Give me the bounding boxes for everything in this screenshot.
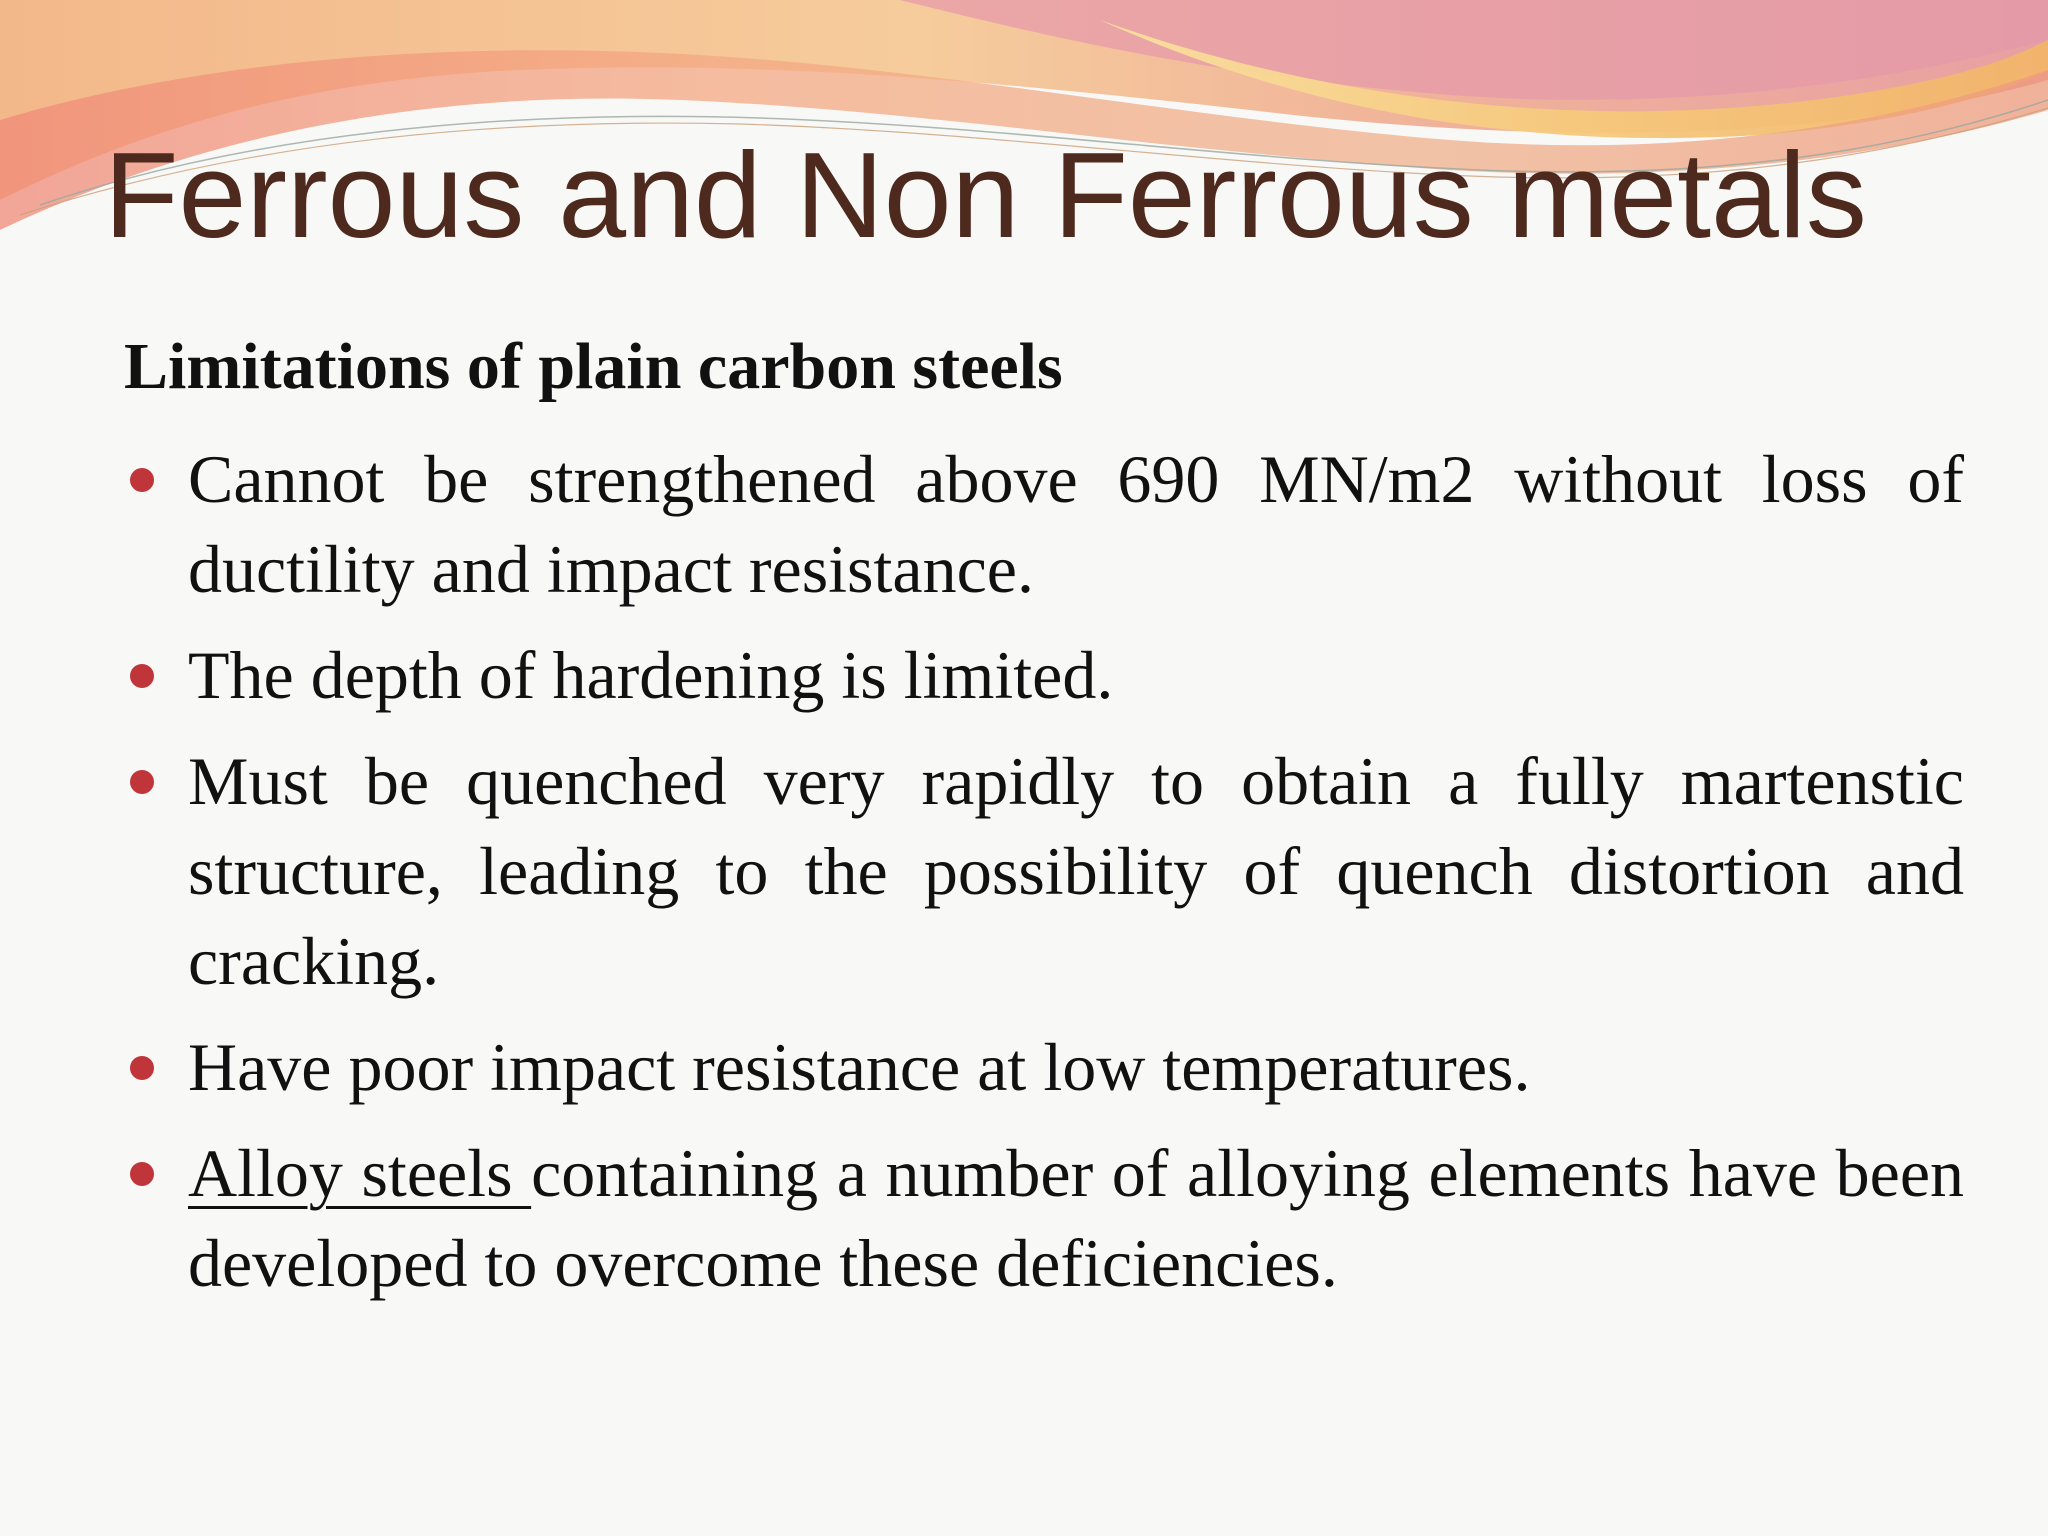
bullet-list — [124, 434, 1964, 1308]
section-heading: Limitations of plain carbon steels — [124, 330, 1063, 403]
bullet-item — [124, 434, 1964, 614]
bullet-dot-icon — [130, 468, 154, 492]
bullet-dot-icon — [130, 664, 154, 688]
bullet-text: containing a number of alloying elements have been developed to overcome these deficiencies. — [188, 1135, 1965, 1301]
bullet-text: Cannot be strengthened above 690 MN/m2 without loss of ductility and impact resistance. — [188, 441, 1964, 607]
bullet-item — [124, 630, 1964, 720]
slide-content — [124, 322, 1964, 1324]
bullet-item — [124, 736, 1964, 1006]
bullet-text: Must be quenched very rapidly to obtain a fully martenstic structure, leading to the possibility of quench distortion and cracking. — [188, 743, 1964, 999]
bullet-underlined-term: Alloy steels — [188, 1135, 532, 1211]
bullet-dot-icon — [130, 770, 154, 794]
bullet-item — [124, 1128, 1964, 1308]
bullet-item — [124, 1022, 1964, 1112]
bullet-dot-icon — [130, 1162, 154, 1186]
slide-title: Ferrous and Non Ferrous metals — [104, 127, 1867, 263]
bullet-dot-icon — [130, 1056, 154, 1080]
bullet-text: Have poor impact resistance at low temperatures. — [188, 1029, 1531, 1105]
bullet-text: The depth of hardening is limited. — [188, 637, 1114, 713]
